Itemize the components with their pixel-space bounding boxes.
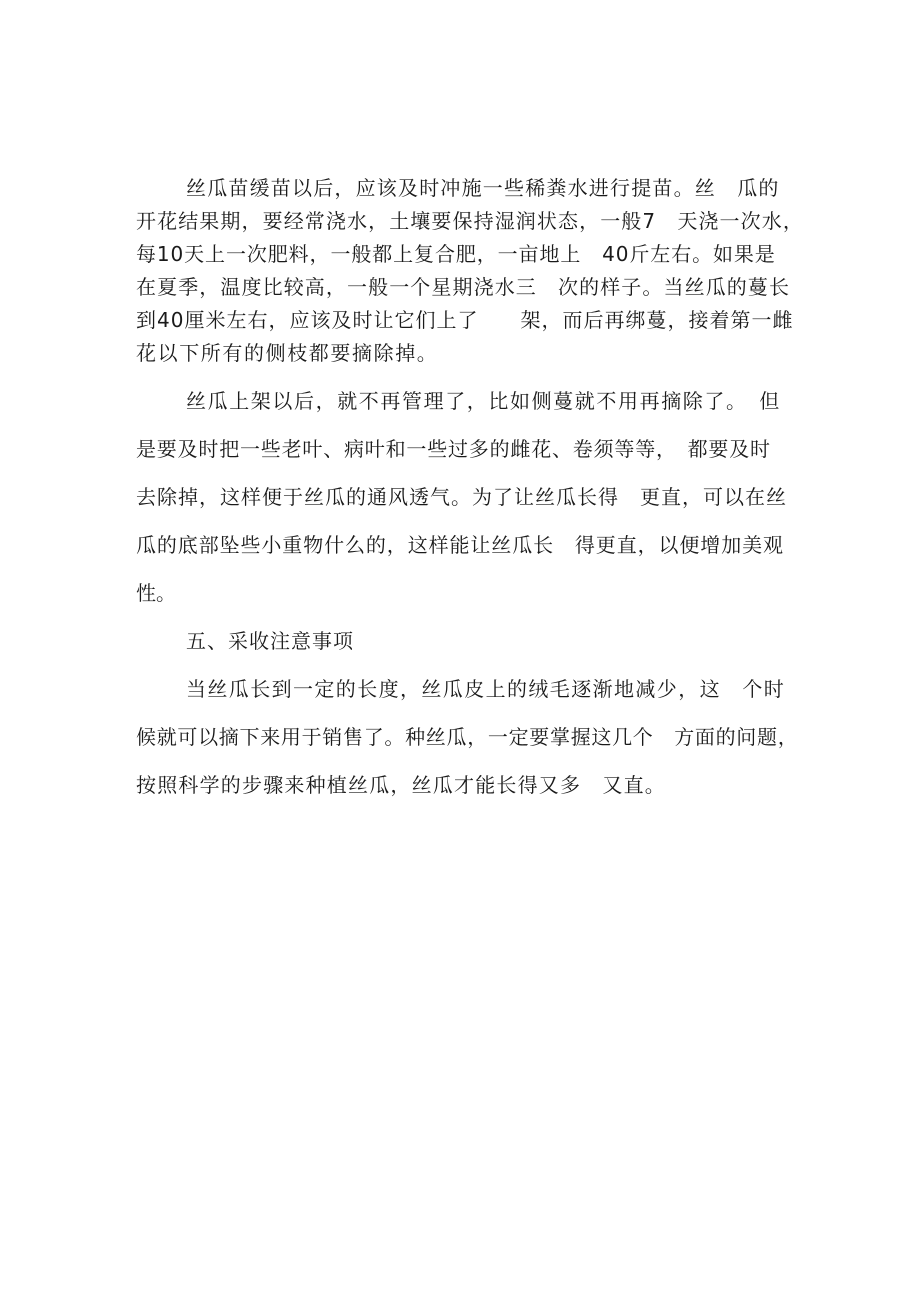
text-line: 去除掉，这样便于丝瓜的通风透气。为了让丝瓜长得 更直，可以在丝	[136, 485, 787, 509]
text-line: 在夏季，温度比较高，一般一个星期浇水三 次的样子。当丝瓜的蔓长	[136, 275, 791, 299]
text-line: 是要及时把一些老叶、病叶和一些过多的雌花、卷须等等， 都要及时	[136, 437, 771, 461]
text-line: 每10天上一次肥料，一般都上复合肥，一亩地上 40斤左右。如果是	[136, 242, 776, 266]
text-line: 丝瓜苗缓苗以后，应该及时冲施一些稀粪水进行提苗。丝 瓜的	[186, 176, 780, 200]
text-line: 当丝瓜长到一定的长度，丝瓜皮上的绒毛逐渐地减少，这 个时	[186, 677, 786, 701]
text-line: 花以下所有的侧枝都要摘除掉。	[136, 341, 439, 365]
text-line: 候就可以摘下来用于销售了。种丝瓜，一定要掌握这几个 方面的问题，	[136, 725, 799, 749]
text-line: 按照科学的步骤来种植丝瓜，丝瓜才能长得又多 又直。	[136, 773, 666, 797]
text-line: 丝瓜上架以后，就不再管理了，比如侧蔓就不用再摘除了。 但	[186, 389, 781, 413]
heading-text: 五、采收注意事项	[186, 629, 354, 653]
text-line: 到40厘米左右，应该及时让它们上了 架，而后再绑蔓，接着第一雌	[136, 308, 794, 332]
text-line: 瓜的底部坠些小重物什么的，这样能让丝瓜长 得更直，以便增加美观	[136, 533, 784, 557]
text-line: 开花结果期，要经常浇水，土壤要保持湿润状态，一般7 天浇一次水，	[136, 209, 804, 233]
text-line: 性。	[136, 581, 176, 605]
